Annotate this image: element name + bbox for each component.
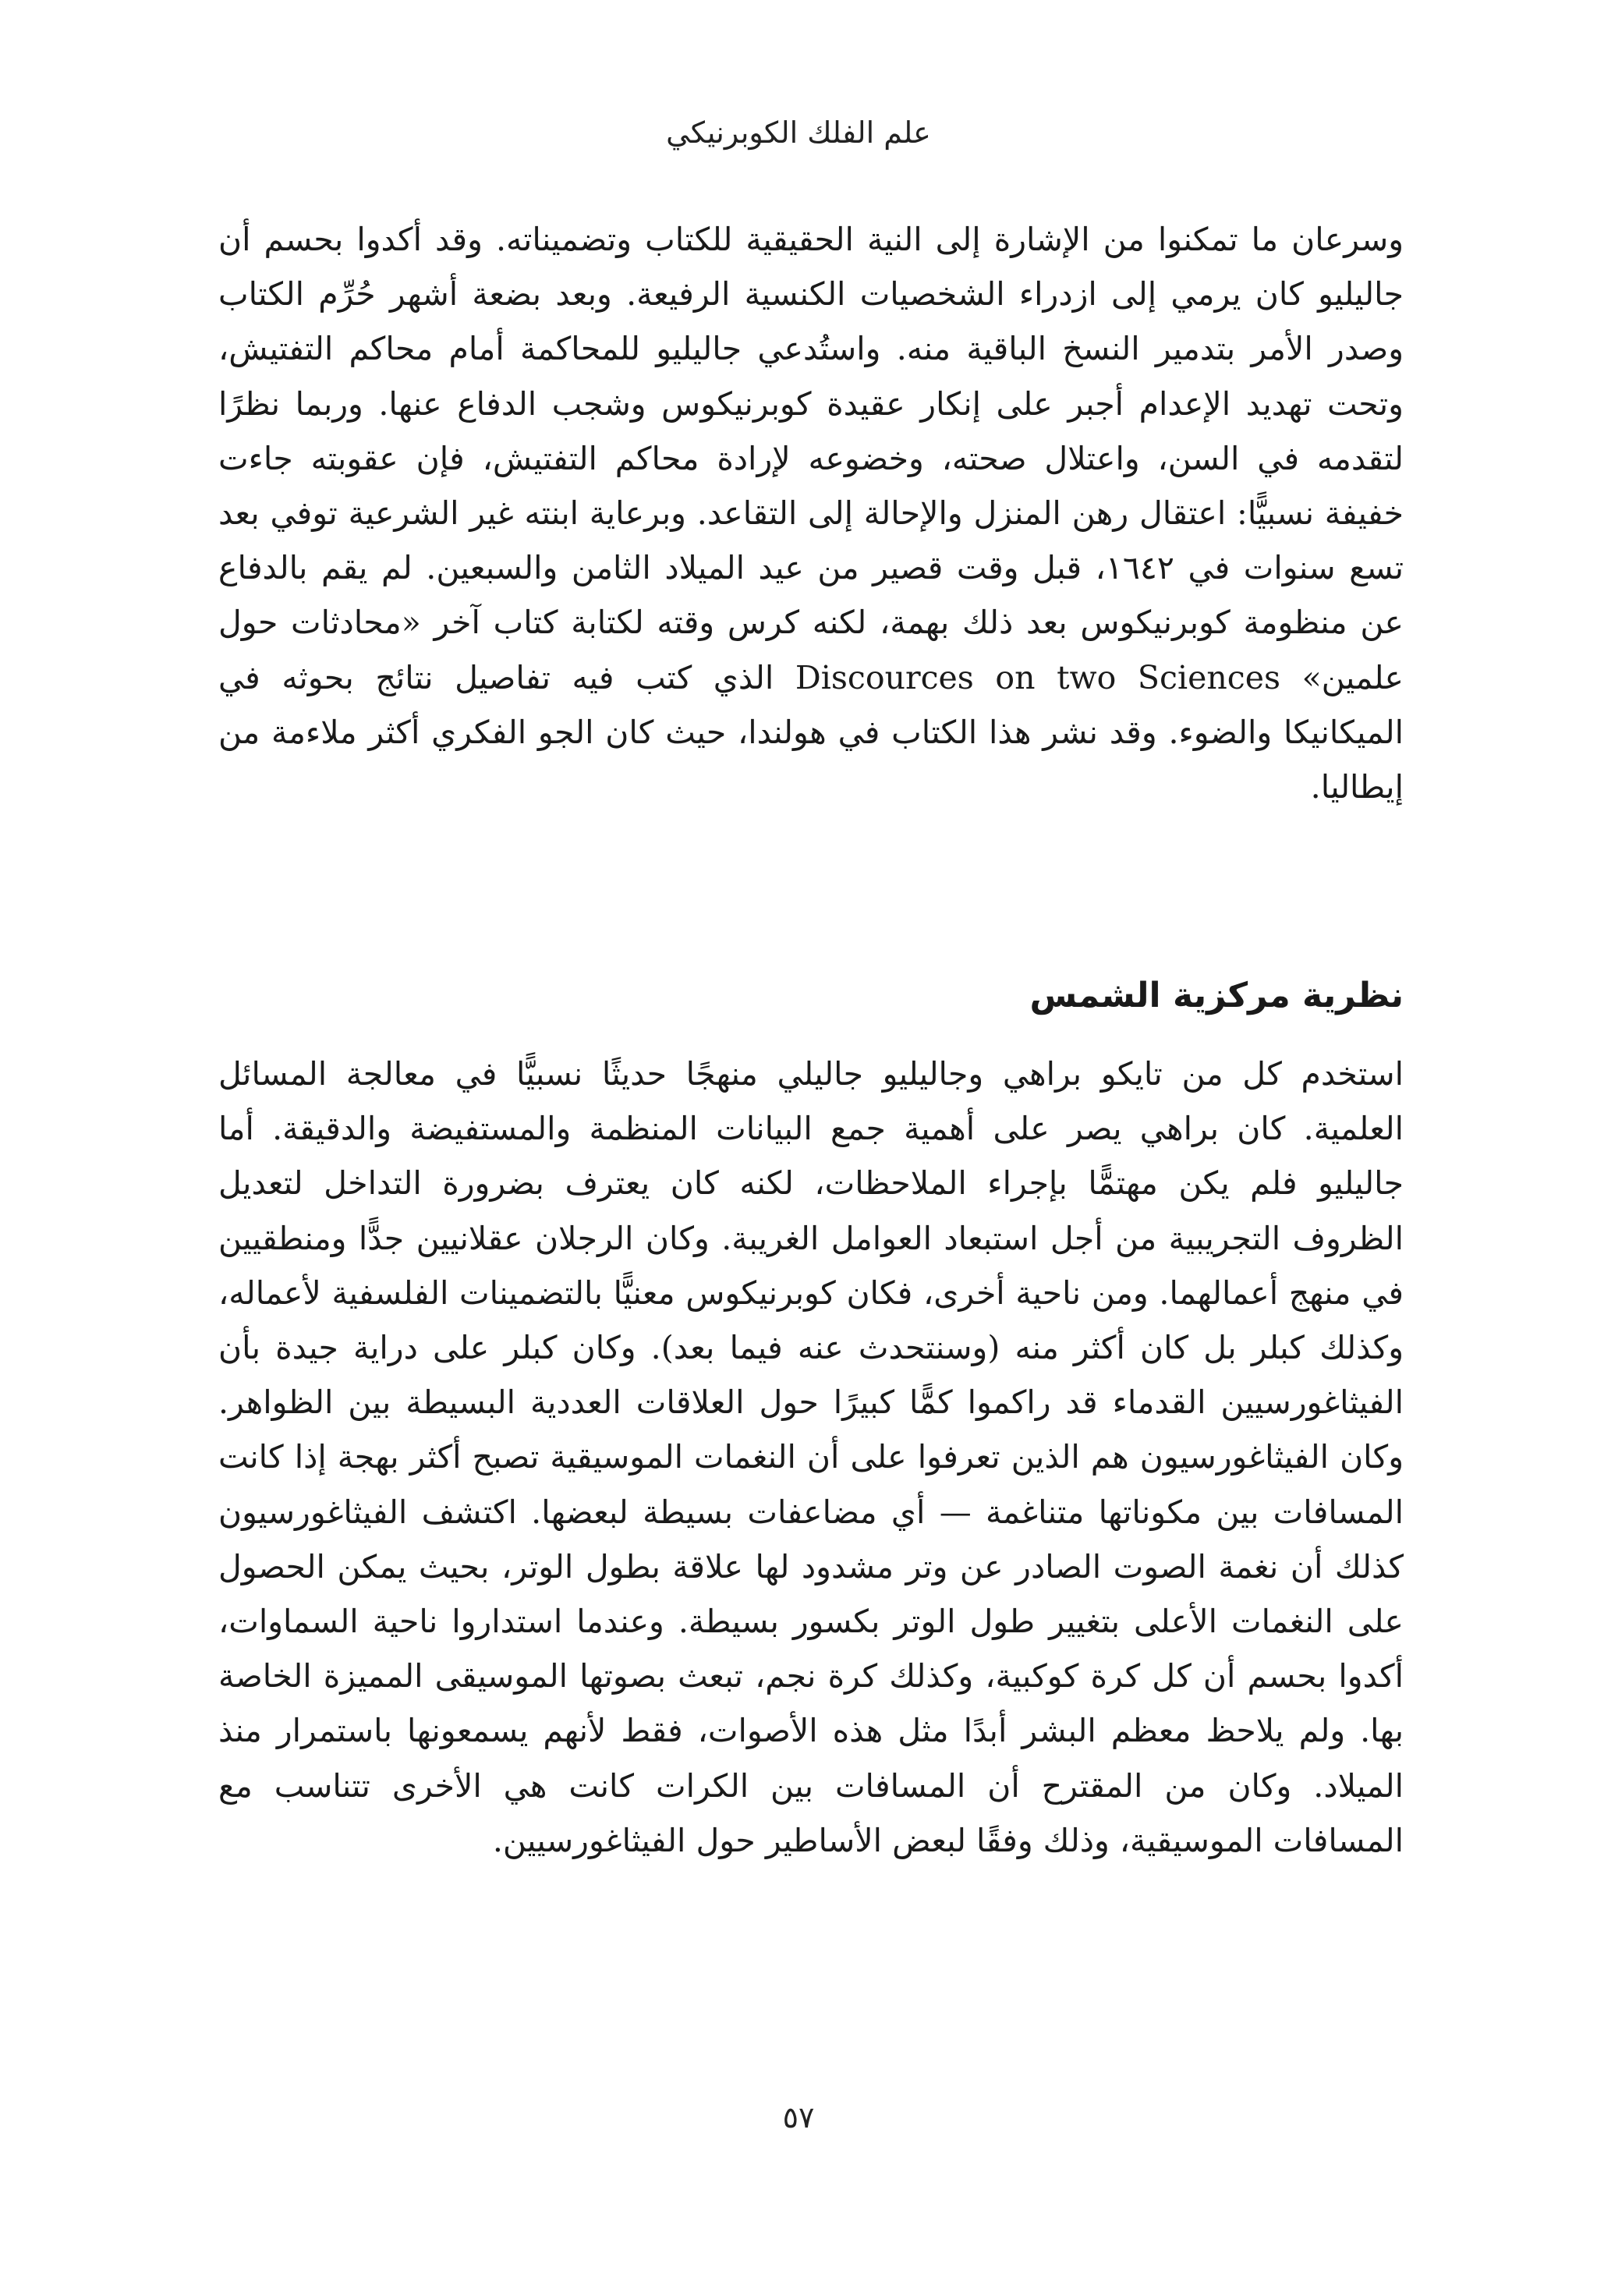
running-header-title: علم الفلك الكوبرنيكي [666,115,931,150]
section-heading: نظرية مركزية الشمس [1029,976,1404,1015]
body-paragraph-1: وسرعان ما تمكنوا من الإشارة إلى النية الحقيقية للكتاب وتضميناته. وقد أكدوا بحسم أن جاليليو كان يرمي إلى ازدراء الشخصيات الكنسية الرفيعة. وبعد بضعة أشهر حُرِّم الكتاب وصدر الأمر بتدمير النسخ الباقية منه. واستُدعي جاليليو للمحاكمة أمام محاكم التفتيش، وتحت تهديد الإعدام أجبر على إنكار عقيدة كوبرنيكوس وشجب الدفاع عنها. وربما نظرًا لتقدمه في السن، واعتلال صحته، وخضوعه لإرادة محاكم التفتيش، فإن عقوبته جاءت خفيفة نسبيًّا: اعتقال رهن المنزل والإحالة إلى التقاعد. وبرعاية ابنته غير الشرعية توفي بعد تسع سنوات في ١٦٤٢، قبل وقت قصير من عيد الميلاد الثامن والسبعين. لم يقم بالدفاع عن منظومة كوبرنيكوس بعد ذلك بهمة، لكنه كرس وقته لكتابة كتاب آخر «محادثات حول علمين» Discources on two Sciences الذي كتب فيه تفاصيل نتائج بحوثه في الميكانيكا والضوء. وقد نشر هذا الكتاب في هولندا، حيث كان الجو الفكري أكثر ملاءمة من إيطاليا. [218,221,1404,806]
page-number: ٥٧ [782,2100,815,2135]
body-paragraph-2: استخدم كل من تايكو براهي وجاليليو جاليلي منهجًا حديثًا نسبيًّا في معالجة المسائل العلمية. كان براهي يصر على أهمية جمع البيانات المنظمة والمستفيضة والدقيقة. أما جاليليو فلم يكن مهتمًّا بإجراء الملاحظات، لكنه كان يعترف بضرورة التداخل لتعديل الظروف التجريبية من أجل استبعاد العوامل الغريبة. وكان الرجلان عقلانيين جدًّا ومنطقيين في منهج أعمالهما. ومن ناحية أخرى، فكان كوبرنيكوس معنيًّا بالتضمينات الفلسفية لأعماله، وكذلك كبلر بل كان أكثر منه (وسنتحدث عنه فيما بعد). وكان كبلر على دراية جيدة بأن الفيثاغورسيين القدماء قد راكموا كمًّا كبيرًا حول العلاقات العددية البسيطة بين الظواهر. وكان الفيثاغورسيون هم الذين تعرفوا على أن النغمات الموسيقية تصبح أكثر بهجة إذا كانت المسافات بين مكوناتها متناغمة — أي مضاعفات بسيطة لبعضها. اكتشف الفيثاغورسيون كذلك أن نغمة الصوت الصادر عن وتر مشدود لها علاقة بطول الوتر، بحيث يمكن الحصول على النغمات الأعلى بتغيير طول الوتر بكسور بسيطة. وعندما استداروا ناحية السماوات، أكدوا بحسم أن كل كرة كوكبية، وكذلك كرة نجم، تبعث بصوتها الموسيقى المميزة الخاصة بها. ولم يلاحظ معظم البشر أبدًا مثل هذه الأصوات، فقط لأنهم يسمعونها باستمرار منذ الميلاد. وكان من المقترح أن المسافات بين الكرات كانت هي الأخرى تتناسب مع المسافات الموسيقية، وذلك وفقًا لبعض الأساطير حول الفيثاغورسيين. [218,1055,1404,1859]
